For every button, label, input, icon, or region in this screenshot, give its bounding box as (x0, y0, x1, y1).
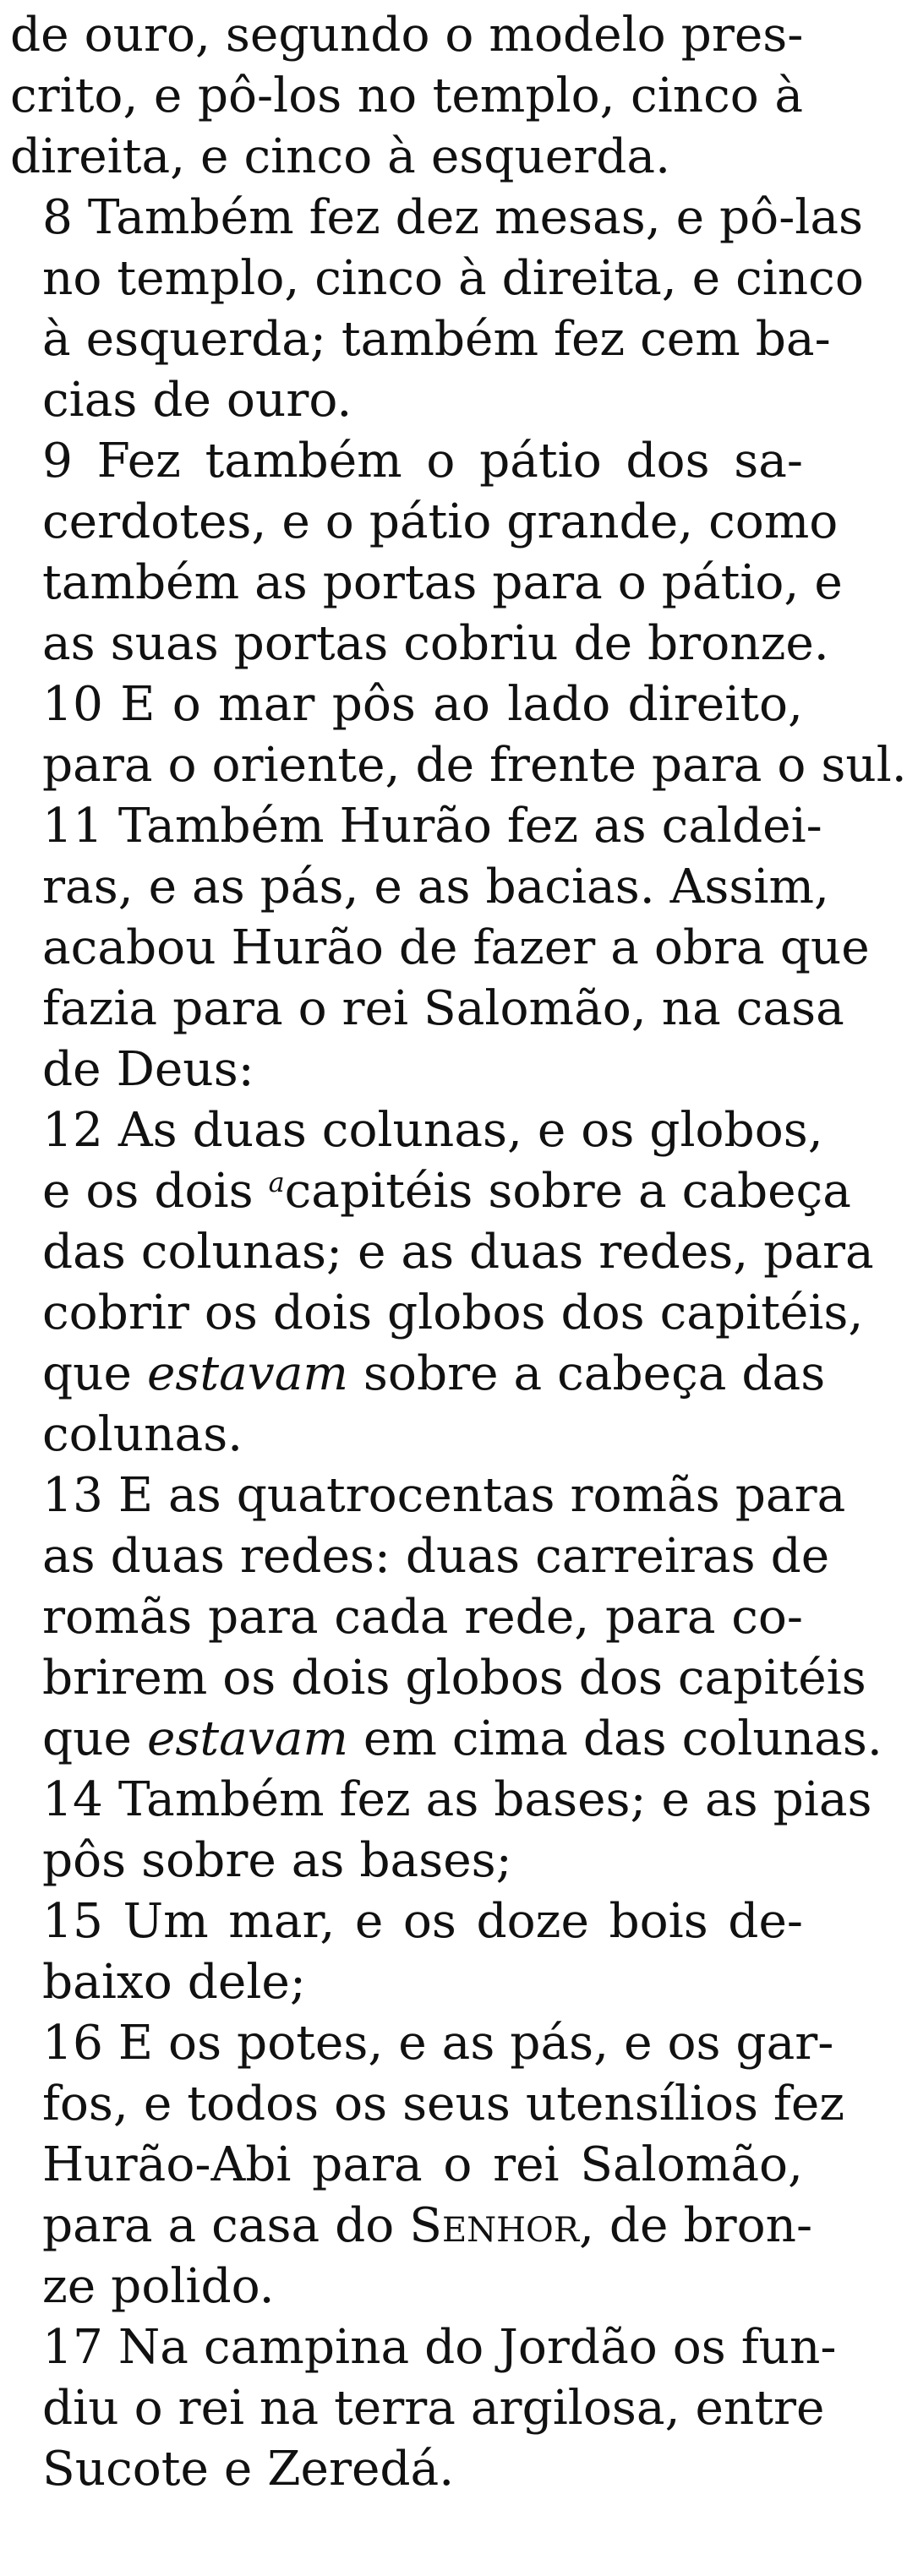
text-line: as suas portas cobriu de bronze. (42, 616, 829, 671)
text-line: 11 Também Hurão fez as caldei- (42, 799, 822, 854)
verse-9 (10, 431, 843, 674)
text-line: cias de ouro. (42, 373, 352, 428)
text-line (10, 2196, 813, 2257)
text-segment: que (42, 1711, 147, 1766)
text-line: 12 As duas colunas, e os globos, (42, 1103, 823, 1158)
text-line: também as portas para o pátio, e (42, 555, 843, 610)
text-segment: , de bron- (578, 2198, 813, 2253)
verse-11 (10, 796, 870, 1100)
text-line: à esquerda; também fez cem ba- (42, 312, 831, 367)
text-line: direita, e cinco à esquerda. (10, 129, 671, 184)
text-line: 13 E as quatrocentas romãs para (42, 1468, 846, 1523)
text-line: pôs sobre as bases; (42, 1833, 512, 1888)
text-line (10, 1344, 826, 1405)
text-line: Sucote e Zeredá. (42, 2442, 455, 2497)
text-line: no templo, cinco à direita, e cinco (42, 251, 864, 306)
footnote-marker: a (268, 1166, 285, 1198)
text-line: das colunas; e as duas redes, para (42, 1225, 874, 1280)
text-line: Hurão-Abi para o rei Salomão, (42, 2137, 803, 2192)
text-line: 14 Também fez as bases; e as pias (42, 1772, 872, 1827)
text-line: as duas redes: duas carreiras de (42, 1529, 830, 1584)
verse-14 (10, 1770, 872, 1891)
text-line: romãs para cada rede, para co- (42, 1590, 803, 1645)
italic-word: estavam (146, 1711, 348, 1766)
text-line: crito, e pô-los no templo, cinco à (10, 68, 803, 123)
verse-15 (10, 1891, 803, 2013)
verse-12 (10, 1100, 874, 1465)
text-line: ras, e as pás, e as bacias. Assim, (42, 860, 830, 914)
text-line: colunas. (42, 1407, 243, 1462)
text-segment: e os dois (42, 1164, 269, 1219)
text-line: cerdotes, e o pátio grande, como (42, 494, 839, 549)
verse-17 (10, 2317, 837, 2500)
text-line: 9 Fez também o pátio dos sa- (42, 434, 803, 488)
text-line: 15 Um mar, e os doze bois de- (42, 1894, 803, 1949)
text-segment: em cima das colunas. (347, 1711, 882, 1766)
text-line (10, 1161, 851, 1222)
verse-13 (10, 1465, 882, 1770)
italic-word: estavam (146, 1346, 348, 1401)
text-line: brirem os dois globos dos capitéis (42, 1651, 866, 1706)
text-segment: sobre a cabeça das (347, 1346, 826, 1401)
text-line: 10 E o mar pôs ao lado direito, (42, 677, 803, 732)
text-line: 16 E os potes, e as pás, e os gar- (42, 2016, 834, 2071)
text-line: fazia para o rei Salomão, na casa (42, 981, 844, 1036)
verse-8 (10, 188, 864, 431)
text-line (10, 1709, 882, 1770)
text-line: diu o rei na terra argilosa, entre (42, 2381, 825, 2436)
text-line: para o oriente, de frente para o sul. (42, 738, 907, 793)
text-segment: que (42, 1346, 147, 1401)
text-line: de ouro, segundo o modelo pres- (10, 8, 804, 63)
verse-16 (10, 2013, 845, 2317)
text-line: cobrir os dois globos dos capitéis, (42, 1285, 864, 1340)
text-segment: para a casa do (42, 2198, 410, 2253)
text-line: baixo dele; (42, 1955, 306, 2010)
text-line: fos, e todos os seus utensílios fez (42, 2077, 845, 2131)
text-line: 17 Na campina do Jordão os fun- (42, 2320, 837, 2375)
text-line: 8 Também fez dez mesas, e pô-las (42, 190, 864, 245)
small-caps-word: Senhor (409, 2198, 579, 2253)
verse-10 (10, 674, 907, 796)
text-line: acabou Hurão de fazer a obra que (42, 920, 870, 975)
text-segment: capitéis sobre a cabeça (284, 1164, 851, 1219)
text-line: ze polido. (42, 2259, 275, 2314)
text-line: de Deus: (42, 1042, 254, 1097)
paragraph-continuation (10, 5, 803, 188)
